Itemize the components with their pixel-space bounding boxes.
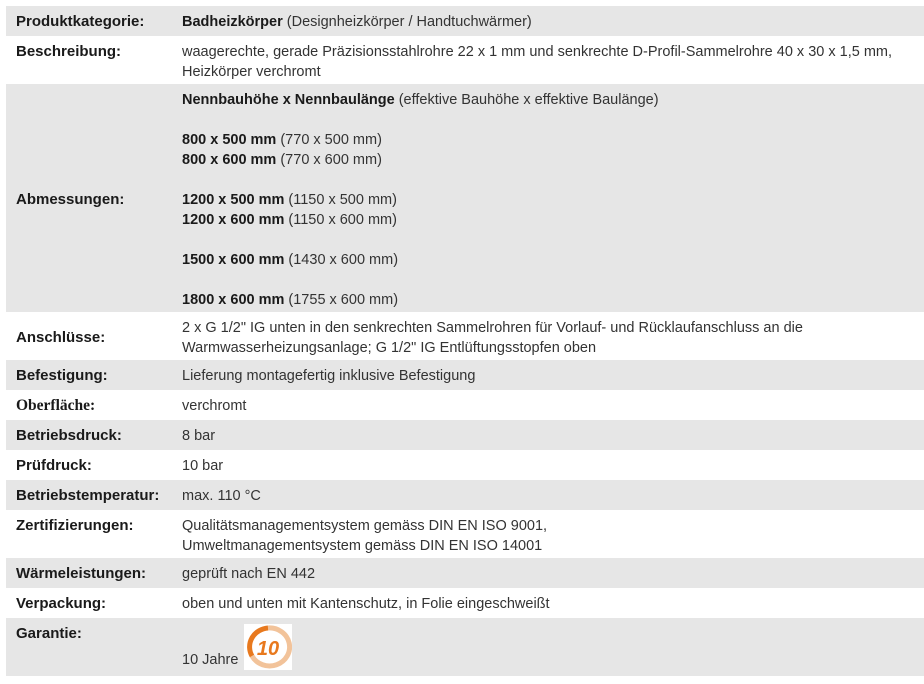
warranty-text: 10 Jahre [182,652,239,668]
spec-label: Produktkategorie: [16,13,145,30]
dimension-effective: (770 x 500 mm) [276,132,382,148]
spec-row-befestigung [6,360,924,390]
spec-label: Abmessungen: [16,190,125,208]
spec-row-anschluesse [6,312,924,360]
spec-row-betriebstemperatur [6,480,924,510]
spec-value: 8 bar [182,428,216,444]
spec-row-waermeleistungen [6,558,924,588]
spec-label: Betriebsdruck: [16,427,122,444]
spec-row-pruefdruck [6,450,924,480]
dimension-nominal: 1200 x 600 mm [182,212,285,228]
dimension-item [182,210,920,230]
certification-line: Qualitätsmanagementsystem gemäss DIN EN ISO 9001, [182,518,548,534]
spec-label: Betriebstemperatur: [16,487,160,504]
dimension-nominal: 800 x 600 mm [182,152,277,168]
dimension-item [182,130,920,150]
dimension-header-rest: (effektive Bauhöhe x effektive Baulänge) [394,92,659,108]
warranty-10-years-badge-icon [244,624,292,670]
dimension-nominal: 1800 x 600 mm [182,292,285,308]
spec-value: 10 bar [182,458,224,474]
dimension-item [182,250,920,270]
spec-row-betriebsdruck [6,420,924,450]
spec-label: Zertifizierungen: [16,517,134,534]
spec-row-verpackung [6,588,924,618]
spec-label: Verpackung: [16,595,107,612]
spec-label: Wärmeleistungen: [16,565,147,582]
dimension-header [182,90,920,110]
spec-row-oberflaeche [6,390,924,420]
spec-row-abmessungen [6,84,924,312]
dimension-effective: (770 x 600 mm) [276,152,382,168]
spec-value: 2 x G 1/2" IG unten in den senkrechten Sammelrohren für Vorlauf- und Rücklaufanschluss an die Warmwasserheizungsanlage; G 1/2" IG Entlüftungsstopfen oben [182,320,803,356]
warranty-badge-number: 10 [256,638,280,660]
spec-label: Beschreibung: [16,43,122,60]
spec-value-bold: Badheizkörper [182,14,283,30]
product-spec-table [6,6,924,676]
spec-value [182,90,924,309]
spec-value [182,516,924,555]
spec-row-produktkategorie [6,6,924,36]
spec-value: verchromt [182,398,247,414]
spec-label: Garantie: [16,625,82,642]
dimension-item [182,150,920,170]
spec-value-rest: (Designheizkörper / Handtuchwärmer) [282,14,532,30]
spec-value: waagerechte, gerade Präzisionsstahlrohre 22 x 1 mm und senkrechte D-Profil-Sammelrohre 40 x 30 x 1,5 mm, Heizkörper verchromt [182,44,893,80]
dimension-nominal: 800 x 500 mm [182,132,277,148]
spec-value: geprüft nach EN 442 [182,566,316,582]
dimension-effective: (1150 x 500 mm) [284,192,397,208]
spec-value [182,12,924,33]
spec-value [182,624,924,672]
spec-row-zertifizierungen [6,510,924,558]
spec-value: oben und unten mit Kantenschutz, in Folie eingeschweißt [182,596,550,612]
spec-label: Oberfläche: [16,397,96,414]
dimension-effective: (1430 x 600 mm) [284,252,399,268]
spec-value: max. 110 °C [182,488,261,504]
spec-label: Befestigung: [16,367,108,384]
dimension-header-bold: Nennbauhöhe x Nennbaulänge [182,92,395,108]
dimension-effective: (1150 x 600 mm) [284,212,397,228]
spec-label: Prüfdruck: [16,457,92,474]
dimension-nominal: 1200 x 500 mm [182,192,285,208]
spec-value: Lieferung montagefertig inklusive Befestigung [182,368,476,384]
dimension-item [182,290,920,310]
spec-row-garantie [6,618,924,676]
certification-line: Umweltmanagementsystem gemäss DIN EN ISO 14001 [182,538,543,554]
dimension-item [182,190,920,210]
dimension-nominal: 1500 x 600 mm [182,252,285,268]
spec-label: Anschlüsse: [16,328,106,346]
dimension-effective: (1755 x 600 mm) [284,292,399,308]
spec-row-beschreibung [6,36,924,84]
